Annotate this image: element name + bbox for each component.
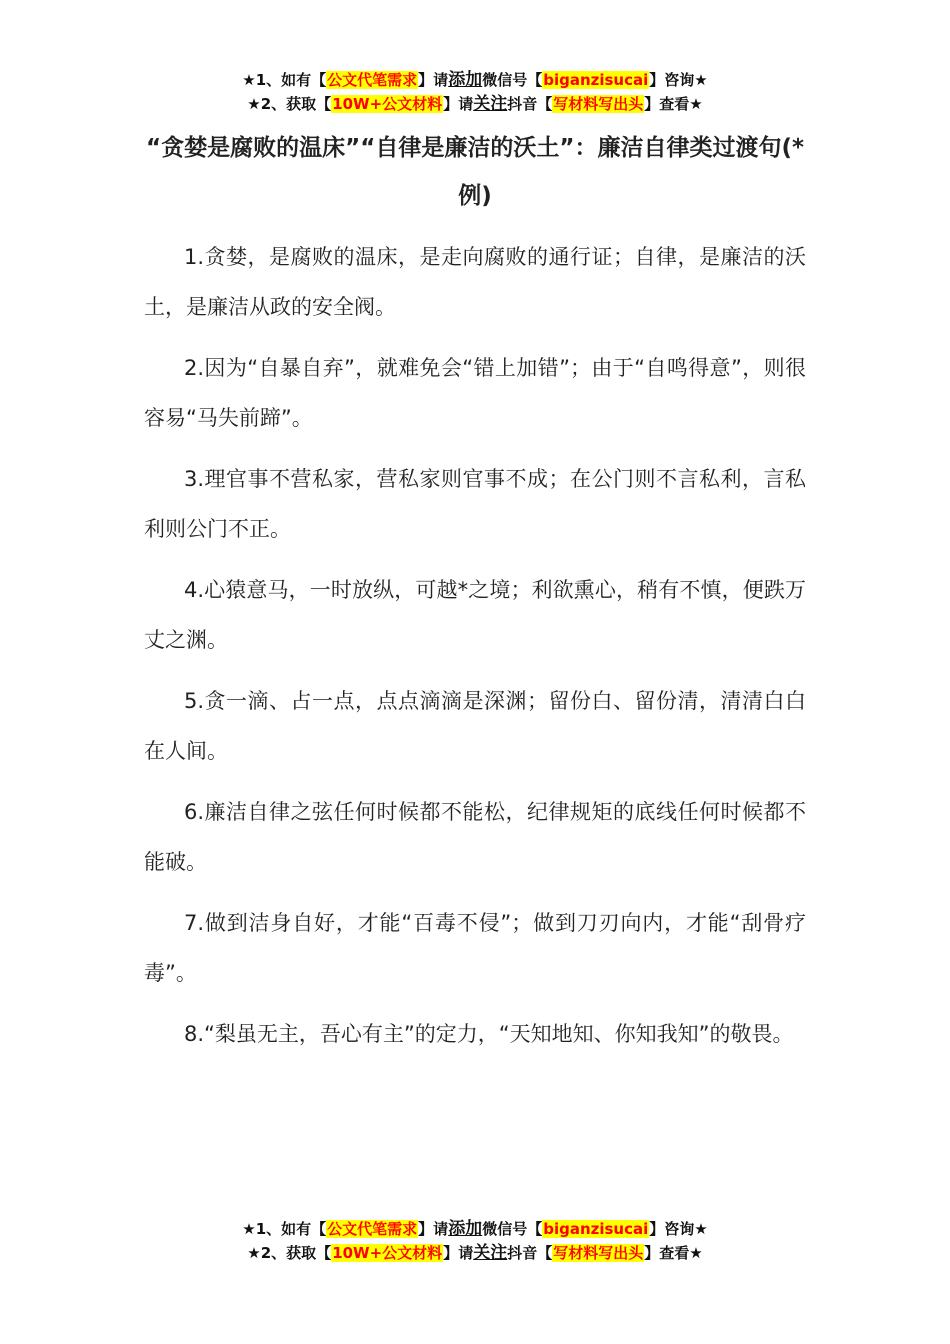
paragraph: 7.做到洁身自好，才能“百毒不侵”；做到刀刃向内，才能“刮骨疗毒”。 <box>144 911 806 985</box>
banner-text: 】请 <box>443 95 474 113</box>
paragraph: 5.贪一滴、占一点，点点滴滴是深渊；留份白、留份清，清清白白在人间。 <box>144 689 806 763</box>
banner-text: 抖音【 <box>507 95 553 113</box>
banner-emphasis: 关注 <box>473 94 508 114</box>
paragraph: 4.心猿意马，一时放纵，可越*之境；利欲熏心，稍有不慎，便跌万丈之渊。 <box>144 578 806 652</box>
banner-highlight: 写材料写出头 <box>553 95 644 113</box>
banner-line-2 <box>0 1241 950 1265</box>
banner-emphasis: 关注 <box>473 1243 508 1263</box>
banner-text: ★1、如有【 <box>242 71 327 89</box>
paragraph: 1.贪婪，是腐败的温床，是走向腐败的通行证；自律，是廉洁的沃土，是廉洁从政的安全阀。 <box>144 245 806 319</box>
banner-text: 微信号【 <box>482 1220 543 1238</box>
banner-text: 抖音【 <box>507 1244 553 1262</box>
paragraph: 8.“梨虽无主，吾心有主”的定力，“天知地知、你知我知”的敬畏。 <box>184 1022 794 1046</box>
banner-highlight: 10W+公文材料 <box>332 95 443 113</box>
banner-text: 】咨询★ <box>649 1220 708 1238</box>
banner-highlight: 公文代笔需求 <box>327 71 418 89</box>
banner-highlight: 写材料写出头 <box>553 1244 644 1262</box>
banner-text: 】咨询★ <box>649 71 708 89</box>
banner-highlight: biganzisucai <box>543 1220 649 1238</box>
banner-line-1 <box>0 68 950 92</box>
document-title: “贪婪是腐败的温床”“自律是廉洁的沃土”：廉洁自律类过渡句(*例) <box>145 135 804 209</box>
banner-line-2 <box>0 92 950 116</box>
banner-text: ★2、获取【 <box>247 95 332 113</box>
banner-text: ★1、如有【 <box>242 1220 327 1238</box>
header-banner <box>0 68 950 116</box>
banner-text: 】查看★ <box>644 95 703 113</box>
banner-text: 】请 <box>418 71 449 89</box>
banner-highlight: 10W+公文材料 <box>332 1244 443 1262</box>
banner-line-1 <box>0 1217 950 1241</box>
banner-text: 】查看★ <box>644 1244 703 1262</box>
footer-banner <box>0 1217 950 1265</box>
banner-emphasis: 添加 <box>448 70 483 90</box>
banner-text: 】请 <box>443 1244 474 1262</box>
banner-highlight: biganzisucai <box>543 71 649 89</box>
document-body <box>144 232 806 1070</box>
paragraph: 3.理官事不营私家，营私家则官事不成；在公门则不言私利，言私利则公门不正。 <box>144 467 806 541</box>
banner-highlight: 公文代笔需求 <box>327 1220 418 1238</box>
banner-text: 】请 <box>418 1220 449 1238</box>
banner-text: 微信号【 <box>482 71 543 89</box>
paragraph: 6.廉洁自律之弦任何时候都不能松，纪律规矩的底线任何时候都不能破。 <box>144 800 806 874</box>
banner-emphasis: 添加 <box>448 1219 483 1239</box>
paragraph: 2.因为“自暴自弃”，就难免会“错上加错”；由于“自鸣得意”，则很容易“马失前蹄”。 <box>144 356 806 430</box>
banner-text: ★2、获取【 <box>247 1244 332 1262</box>
